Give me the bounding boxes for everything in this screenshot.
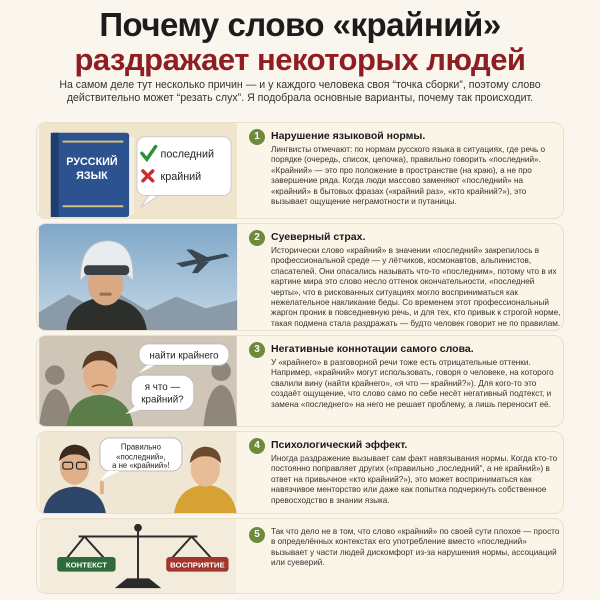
section-5-text: Так что дело не в том, что слово «крайний» по своей сути плохое — просто в определённых контекстах его употребление вместо «последний» вызывает у части людей дискомфорт из-за нарушения нормы, ассоциаций или суеверий. — [271, 527, 560, 568]
section-card-4 — [36, 431, 564, 514]
section-4-number: 4 — [249, 438, 265, 454]
svg-text:Правильно: Правильно — [120, 442, 161, 452]
section-1-text: Лингвисты отмечают: по нормам русского языка в ситуациях, где речь о порядке (очередь, список, цепочка), правильно говорить «последний». «Крайний» — это про положение в пространстве (на краю), а не про завершение ряда. Когда люди массово заменяют «последний» на «крайний» в бытовых фразах («крайний раз», «кто крайний?»), это вызывает ощущение неграмотности и путаницы. — [271, 145, 546, 207]
section-3-text: У «крайнего» в разговорной речи тоже есть отрицательные оттенки. Например, «крайний» могут использовать, говоря о человеке, на которого свалили вину (найти крайнего», «я что — крайний?»). Для кого-то это создаёт ощущение, что слово само по себе несёт негативный подтекст, и замена «последнего» на него не решает проблему, а лишь переносит её. — [271, 358, 554, 409]
section-1-illustration — [37, 123, 239, 218]
section-2-heading: Суеверный страх. — [271, 231, 366, 243]
svg-text:крайний: крайний — [160, 170, 202, 183]
section-5-illustration — [37, 519, 239, 593]
section-1-number: 1 — [249, 129, 265, 145]
svg-text:крайний?: крайний? — [141, 394, 184, 406]
section-2-illustration — [37, 224, 239, 330]
page-title-line1: Почему слово «крайний» — [99, 6, 501, 43]
section-3-number: 3 — [249, 342, 265, 358]
section-4-text: Иногда раздражение вызывает сам факт навязывания нормы. Когда кто-то постоянно поправляет других («правильно „последний“, а не крайний») в ответ на привычное «кто крайний?»), это может восприниматься как навязчивое менторство или даже как попытка подчеркнуть собственное превосходство в знании языка. — [271, 454, 558, 505]
section-card-3 — [36, 335, 564, 427]
svg-text:ВОСПРИЯТИЕ: ВОСПРИЯТИЕ — [170, 560, 225, 570]
section-card-2 — [36, 223, 564, 331]
section-card-5 — [36, 518, 564, 594]
svg-text:найти крайнего: найти крайнего — [149, 350, 219, 362]
svg-text:последний: последний — [160, 148, 215, 161]
section-2-number: 2 — [249, 230, 265, 246]
svg-text:а не «крайний»!: а не «крайний»! — [112, 461, 170, 471]
page-title-line2: раздражает некоторых людей — [74, 42, 526, 77]
section-3-heading: Негативные коннотации самого слова. — [271, 343, 474, 355]
svg-text:«последний»,: «последний», — [116, 452, 166, 462]
section-2-text: Исторически слово «крайний» в значении «последний» закрепилось в профессиональной среде — у лётчиков, космонавтов, альпинистов, спасателей. Они опасались называть что-то «последним», потому что в их картине мира это слово несло оттенок окончательности, «последней черты», что в рискованных ситуациях могло восприниматься как нежелательное накликание беды. Со временем этот профессиональный жаргон проник в повседневную речь, и для тех, кто привык к строгой норме, такая подмена стала раздражать — будто человек говорит не по правилам. — [271, 246, 561, 328]
svg-text:РУССКИЙ: РУССКИЙ — [66, 156, 118, 169]
svg-text:ЯЗЫК: ЯЗЫК — [76, 169, 108, 182]
section-card-1 — [36, 122, 564, 219]
svg-text:КОНТЕКСТ: КОНТЕКСТ — [65, 560, 107, 570]
svg-text:я что —: я что — — [144, 381, 181, 393]
section-4-heading: Психологический эффект. — [271, 439, 408, 451]
section-3-illustration — [37, 336, 239, 426]
intro-text: На самом деле тут несколько причин — и у каждого человека своя “точка сборки”, поэтому слово действительно может “резать слух”. Я подобрала основные варианты, почему так происходит. — [59, 79, 541, 104]
section-1-heading: Нарушение языковой нормы. — [271, 130, 426, 142]
section-4-illustration — [37, 432, 239, 513]
section-5-number: 5 — [249, 527, 265, 543]
